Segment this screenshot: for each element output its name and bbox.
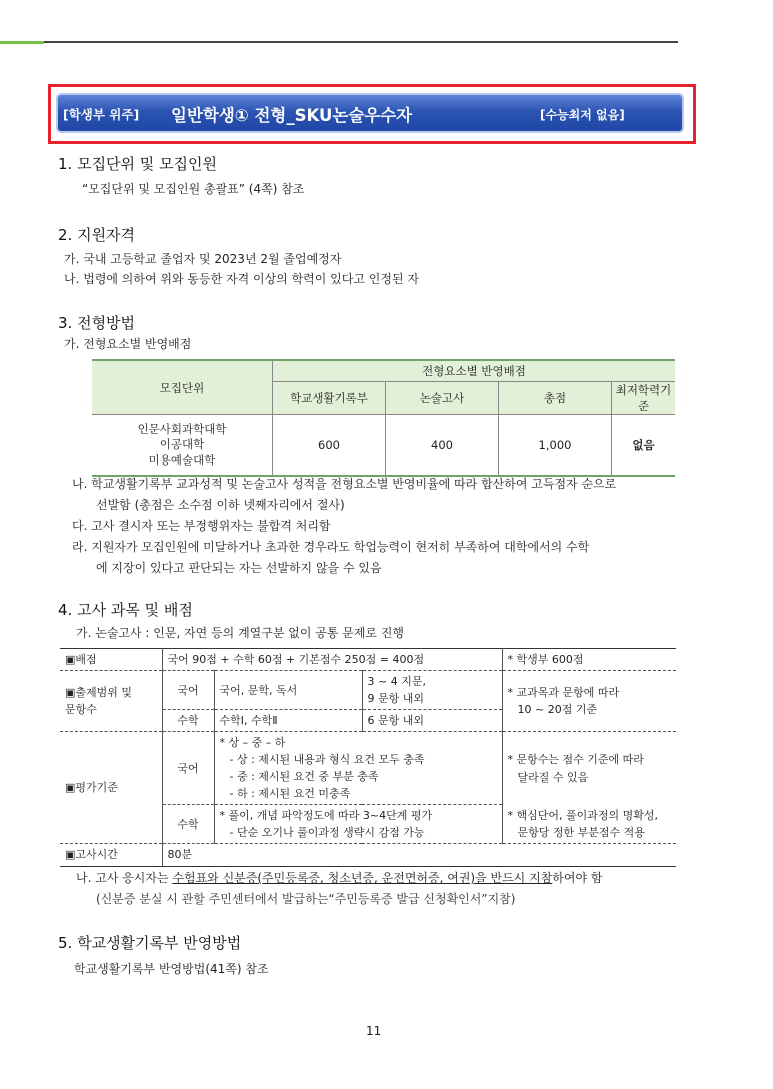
count-cell [362,671,502,710]
note-line: 문항당 정한 부분점수 적용 [517,826,645,840]
row-label-line: 문항수 [65,703,97,717]
subject-cell: 수학 [162,805,214,844]
page-number: 11 [366,1024,382,1038]
unit-header: 모집단위 [92,360,273,415]
note-line: 10 ~ 20점 기준 [517,703,598,717]
unit-line: 이공대학 [159,437,205,452]
unit-cell [92,415,273,477]
section-1-heading: 1. 모집단위 및 모집인원 [58,155,218,173]
unit-line: 인문사회과학대학 [137,421,227,436]
section-3-item-c: 다. 고사 결시자 또는 부정행위자는 불합격 처리함 [72,519,331,533]
criteria-cell [214,732,502,805]
row-label-line: ▣출제범위 및 [65,686,133,700]
row-label: ▣평가기준 [60,732,162,844]
scope-cell: 국어, 문학, 독서 [214,671,362,710]
section-4-item-b-note: (신분증 분실 시 관할 주민센터에서 발급하는“주민등록증 발급 신청확인서”지참) [96,892,516,906]
count-cell: 6 문항 내외 [362,710,502,732]
section-5-text: 학교생활기록부 반영방법(41쪽) 참조 [74,962,269,976]
row-label: ▣배점 [60,649,162,671]
note-line: 달라질 수 있음 [517,770,589,784]
criteria-line: - 하 : 제시된 요건 미충족 [229,787,351,801]
row-label [60,671,162,732]
scope-cell: 수학Ⅰ, 수학Ⅱ [214,710,362,732]
section-4-sub-a: 가. 논술고사 : 인문, 자연 등의 계열구분 없이 공통 문제로 진행 [76,626,405,640]
header-accent-line [0,41,44,44]
criteria-note [502,805,676,844]
unit-line: 미용예술대학 [148,452,216,467]
banner-note: [수능최저 없음] [540,108,625,122]
criteria-line: * 상 – 중 – 하 [219,736,286,750]
score-value: 국어 90점 + 수학 60점 + 기본점수 250점 = 400점 [162,649,502,671]
item-b-suffix: 하여야 함 [552,871,603,885]
section-3-item-d: 라. 지원자가 모집인원에 미달하거나 초과한 경우라도 학업능력이 현저히 부족하여 대학에서의 수학 [72,540,590,554]
section-3-item-b-cont: 선발함 (총점은 소수점 이하 넷째자리에서 절사) [96,498,345,512]
score-note: * 학생부 600점 [502,649,676,671]
time-value: 80분 [162,844,676,866]
section-4-heading: 4. 고사 과목 및 배점 [58,601,193,619]
value-cell: 1,000 [499,415,612,477]
section-1-text: “모집단위 및 모집인원 총괄표” (4쪽) 참조 [82,182,305,196]
criteria-line: * 풀이, 개념 파악정도에 따라 3~4단계 평가 [219,809,433,823]
note-line: * 교과목과 문항에 따라 [507,686,620,700]
col-header: 총점 [499,382,612,415]
header-rule [44,41,678,43]
section-3-heading: 3. 전형방법 [58,314,136,332]
criteria-line: - 중 : 제시된 요건 중 부분 충족 [229,770,379,784]
score-table [92,359,675,477]
note-line: * 핵심단어, 풀이과정의 명확성, [507,809,658,823]
banner-title: 일반학생① 전형_SKU논술우수자 [171,106,413,125]
value-cell: 없음 [612,415,676,477]
note-line: * 문항수는 점수 기준에 따라 [507,753,644,767]
range-note [502,671,676,732]
col-header: 최저학력기준 [612,382,676,415]
value-cell: 400 [386,415,499,477]
section-3-item-d-cont: 에 지장이 있다고 판단되는 자는 선발하지 않을 수 있음 [96,561,382,575]
section-2-item-a: 가. 국내 고등학교 졸업자 및 2023년 2월 졸업예정자 [64,252,342,266]
row-label: ▣고사시간 [60,844,162,866]
subject-cell: 수학 [162,710,214,732]
count-line: 9 문항 내외 [367,692,424,706]
section-4-item-b [76,869,602,886]
group-header: 전형요소별 반영배점 [273,360,676,382]
item-b-underlined: 수험표와 신분증(주민등록증, 청소년증, 운전면허증, 여권)을 반드시 지참 [172,871,553,885]
col-header: 논술고사 [386,382,499,415]
section-3-item-b: 나. 학교생활기록부 교과성적 및 논술고사 성적을 전형요소별 반영비율에 따라 합산하여 고득점자 순으로 [72,477,617,491]
section-5-heading: 5. 학교생활기록부 반영방법 [58,934,242,952]
subject-cell: 국어 [162,732,214,805]
criteria-note [502,732,676,805]
section-2-heading: 2. 지원자격 [58,226,136,244]
section-3-sub-a: 가. 전형요소별 반영배점 [64,337,192,351]
subject-cell: 국어 [162,671,214,710]
value-cell: 600 [273,415,386,477]
criteria-line: - 상 : 제시된 내용과 형식 요건 모두 충족 [229,753,425,767]
item-b-prefix: 나. 고사 응시자는 [76,871,173,885]
banner-category: [학생부 위주] [63,107,140,122]
criteria-cell [214,805,502,844]
section-2-item-b: 나. 법령에 의하여 위와 동등한 자격 이상의 학력이 있다고 인정된 자 [64,272,419,286]
count-line: 3 ~ 4 지문, [367,675,426,689]
exam-table [60,648,676,867]
criteria-line: - 단순 오기나 풀이과정 생략시 감점 가능 [229,826,425,840]
col-header: 학교생활기록부 [273,382,386,415]
